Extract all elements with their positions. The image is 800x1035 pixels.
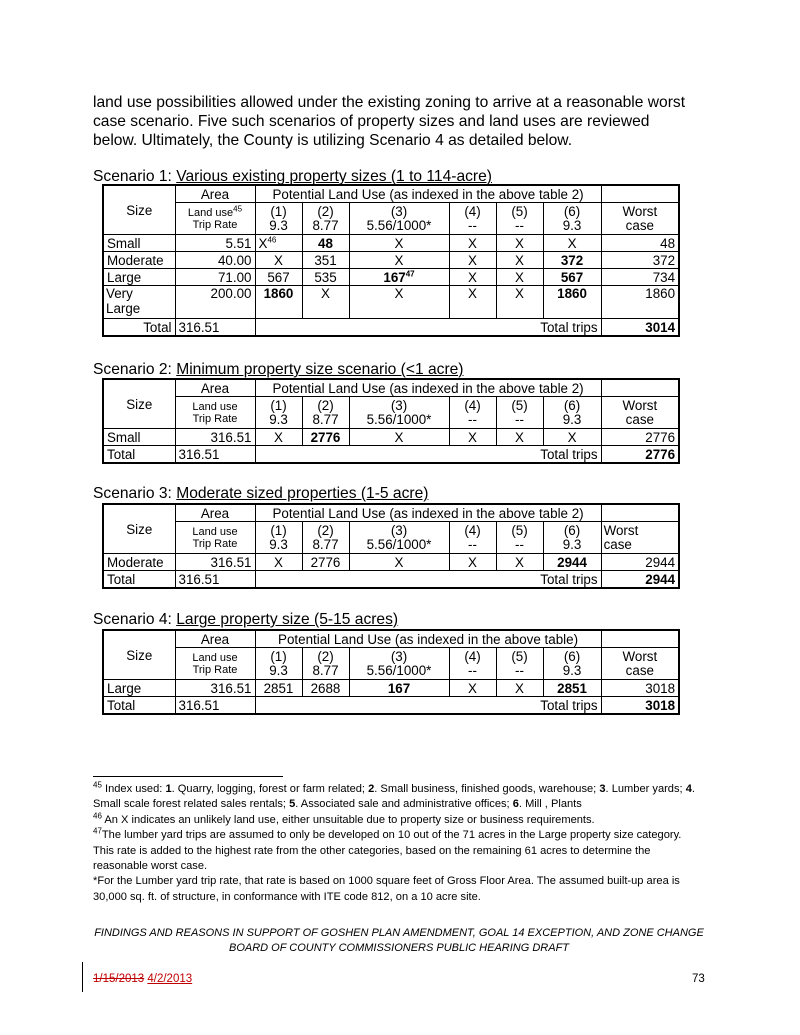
scenario-3-title: Scenario 3: Moderate sized properties (1-5 acre) — [93, 485, 429, 502]
table-cell: Small — [103, 429, 175, 446]
area-header: Area — [175, 185, 255, 203]
table-cell: 48 — [601, 235, 679, 252]
table-cell: Moderate — [103, 554, 175, 571]
col-4-header: (4) -- — [449, 203, 496, 235]
table-cell: 316.51 — [175, 554, 255, 571]
table-cell: (6) 9.3 — [543, 522, 601, 554]
table-cell: Total trips — [255, 319, 601, 337]
table-cell: Total — [103, 697, 175, 715]
scenario-1-title: Scenario 1: Various existing property sizes (1 to 114-acre) — [93, 168, 492, 185]
table-cell: Area — [175, 630, 255, 648]
col-1-header: (1) 9.3 — [255, 203, 302, 235]
table-cell: Land use Trip Rate — [175, 648, 255, 680]
col-3-header: (3) 5.56/1000* — [349, 203, 449, 235]
header-row — [103, 504, 679, 522]
table-cell: X — [496, 286, 543, 319]
table-cell: Worst case — [601, 648, 679, 680]
table-cell — [601, 379, 679, 397]
table-cell: 351 — [302, 252, 349, 269]
table-cell: Size — [103, 504, 175, 554]
footnote-45: $^{45}$ Index used: 1. Quarry, logging, forest or farm related; 2. Small business, finished goods, warehouse; 3. Lumber yards; 4. Small scale forest related sales rentals; 5. Associated sale and administrative offices; 6. Mill , Plants — [93, 780, 695, 811]
table-cell: Total trips — [255, 571, 601, 589]
intro-line: case scenario. Five such scenarios of property sizes and land uses are reviewed — [93, 113, 650, 130]
table-cell: 71.00 — [175, 269, 255, 286]
scenario-3-table — [102, 503, 680, 589]
table-cell: (5) -- — [496, 648, 543, 680]
table-cell: 2776 — [601, 446, 679, 464]
table-cell: (1) 9.3 — [255, 522, 302, 554]
table-cell: X — [496, 252, 543, 269]
empty-cell — [601, 185, 679, 203]
table-cell: Large — [103, 269, 175, 286]
table-cell: 2944 — [543, 554, 601, 571]
intro-paragraph — [93, 93, 713, 150]
scenario-4-table — [102, 629, 680, 715]
table-cell: X — [496, 680, 543, 697]
land-use-trip-rate-header: Land use$^{45}$ Trip Rate — [175, 203, 255, 235]
table-cell: 5.51 — [175, 235, 255, 252]
table-row — [103, 252, 679, 269]
table-cell — [601, 630, 679, 648]
table-cell: 734 — [601, 269, 679, 286]
total-row — [103, 571, 679, 589]
header-row — [103, 397, 679, 429]
table-cell: Small — [103, 235, 175, 252]
table-cell: $X^{46}$ — [255, 235, 302, 252]
table-cell: Potential Land Use (as indexed in the above table 2) — [255, 504, 601, 522]
table-cell: Land use Trip Rate — [175, 397, 255, 429]
total-row — [103, 319, 679, 337]
table-cell: (4) -- — [449, 397, 496, 429]
table-cell: (3) 5.56/1000* — [349, 648, 449, 680]
footnote-separator — [93, 776, 283, 777]
table-cell: Land use Trip Rate — [175, 522, 255, 554]
intro-line: below. Ultimately, the County is utilizing Scenario 4 as detailed below. — [93, 132, 573, 149]
table-cell: Large — [103, 680, 175, 697]
table-cell: 2851 — [543, 680, 601, 697]
table-cell: 316.51 — [175, 680, 255, 697]
header-row — [103, 522, 679, 554]
table-cell: X — [449, 235, 496, 252]
footnote-45-segment: Index used: — [101, 783, 166, 795]
table-cell: 2944 — [601, 571, 679, 589]
table-cell: Potential Land Use (as indexed in the above table 2) — [255, 379, 601, 397]
table-cell: Area — [175, 504, 255, 522]
table-cell: Size — [103, 630, 175, 680]
table-cell: 2851 — [255, 680, 302, 697]
table-cell: Size — [103, 379, 175, 429]
scenario-2-title: Scenario 2: Minimum property size scenario (<1 acre) — [93, 361, 464, 378]
table-row — [103, 680, 679, 697]
table-cell: (1) 9.3 — [255, 397, 302, 429]
table-cell: X — [449, 554, 496, 571]
table-cell: 1860 — [601, 286, 679, 319]
footnote-45-segment: . Associated sale and administrative offices; — [295, 798, 513, 811]
table-cell: Total trips — [255, 446, 601, 464]
table-cell: (3) 5.56/1000* — [349, 522, 449, 554]
table-cell: 372 — [543, 252, 601, 269]
table-cell: Very Large — [103, 286, 175, 319]
footnote-45-segment: . Lumber yards; — [605, 783, 686, 795]
table-cell: X — [349, 286, 449, 319]
header-row — [103, 185, 679, 203]
table-cell — [601, 504, 679, 522]
table-cell: X — [496, 429, 543, 446]
table-cell: Area — [175, 379, 255, 397]
table-cell: X — [496, 235, 543, 252]
table-row — [103, 269, 679, 286]
table-cell: (6) 9.3 — [543, 648, 601, 680]
revision-bar — [82, 962, 83, 992]
table-cell: Moderate — [103, 252, 175, 269]
footnote-45-segment: . Small business, finished goods, warehouse; — [374, 783, 600, 795]
table-cell: 167 — [349, 680, 449, 697]
table-cell: Worst case — [601, 397, 679, 429]
potential-land-use-header: Potential Land Use (as indexed in the above table 2) — [255, 185, 601, 203]
total-row — [103, 446, 679, 464]
table-cell: (3) 5.56/1000* — [349, 397, 449, 429]
table-cell: 372 — [601, 252, 679, 269]
table-cell: (4) -- — [449, 522, 496, 554]
table-row — [103, 235, 679, 252]
table-cell: (1) 9.3 — [255, 648, 302, 680]
table-cell: X — [496, 269, 543, 286]
header-row — [103, 203, 679, 235]
header-row — [103, 648, 679, 680]
table-cell: 316.51 — [175, 697, 255, 715]
table-cell: 40.00 — [175, 252, 255, 269]
table-cell: 2776 — [601, 429, 679, 446]
footnote-45-segment: . Quarry, logging, forest or farm related; — [171, 783, 369, 795]
table-cell: 3014 — [601, 319, 679, 337]
footnotes — [93, 782, 705, 905]
footer-line: FINDINGS AND REASONS IN SUPPORT OF GOSHEN PLAN AMENDMENT, GOAL 14 EXCEPTION, AND ZONE CHANGE — [94, 927, 704, 939]
header-row — [103, 379, 679, 397]
table-cell: X — [255, 252, 302, 269]
table-cell: 3018 — [601, 680, 679, 697]
col-2-header: (2) 8.77 — [302, 203, 349, 235]
table-cell: (5) -- — [496, 397, 543, 429]
table-cell: 1860 — [255, 286, 302, 319]
table-row — [103, 429, 679, 446]
header-row — [103, 630, 679, 648]
table-cell: Total trips — [255, 697, 601, 715]
table-row — [103, 286, 679, 319]
table-cell: X — [449, 252, 496, 269]
table-cell: 1860 — [543, 286, 601, 319]
table-cell: 316.51 — [175, 571, 255, 589]
table-cell: (4) -- — [449, 648, 496, 680]
table-cell: X — [302, 286, 349, 319]
table-cell: 3018 — [601, 697, 679, 715]
table-cell: 2776 — [302, 429, 349, 446]
footnote-45-segment: . Mill , Plants — [518, 798, 582, 811]
table-cell: Total — [103, 446, 175, 464]
table-cell: X — [543, 429, 601, 446]
table-cell: 316.51 — [175, 319, 255, 337]
page-number: 73 — [692, 973, 705, 985]
table-cell: 316.51 — [175, 429, 255, 446]
table-cell: $167^{47}$ — [349, 269, 449, 286]
table-cell: Total — [103, 571, 175, 589]
footnote-45-segment: . Small scale forest related sales rentals; — [93, 783, 695, 811]
table-cell: 535 — [302, 269, 349, 286]
table-cell: X — [349, 252, 449, 269]
table-cell: 567 — [255, 269, 302, 286]
table-cell: 2944 — [601, 554, 679, 571]
footnote-45-segment: 1 — [165, 783, 172, 795]
table-cell: (6) 9.3 — [543, 397, 601, 429]
table-cell: 316.51 — [175, 446, 255, 464]
table-cell: 567 — [543, 269, 601, 286]
table-cell: X — [349, 554, 449, 571]
table-cell: X — [449, 680, 496, 697]
total-row — [103, 697, 679, 715]
col-6-header: (6) 9.3 — [543, 203, 601, 235]
size-header: Size — [103, 185, 175, 235]
table-cell: 200.00 — [175, 286, 255, 319]
table-cell: Worst case — [601, 522, 679, 554]
table-cell: 2688 — [302, 680, 349, 697]
scenario-4-title: Scenario 4: Large property size (5-15 acres) — [93, 611, 399, 628]
intro-line: land use possibilities allowed under the existing zoning to arrive at a reasonable worst — [93, 94, 686, 111]
document-footer — [93, 926, 705, 956]
scenario-1-table — [102, 184, 680, 337]
table-cell: (5) -- — [496, 522, 543, 554]
footnote-45-segment: 5 — [289, 798, 296, 811]
footnote-47: $^{47}$The lumber yard trips are assumed to only be developed on 10 out of the 71 acres in the Large property size category. This rate is added to the highest rate from the other categories, based on the remaining 61 acres to determine the reasonable worst case. — [93, 826, 682, 873]
table-cell: X — [255, 429, 302, 446]
table-cell: 48 — [302, 235, 349, 252]
footnote-45-segment: 3 — [599, 783, 606, 795]
table-cell: X — [349, 429, 449, 446]
footnote-46: $^{46}$ An X indicates an unlikely land use, either unsuitable due to property size or business requirements. — [93, 811, 595, 826]
col-5-header: (5) -- — [496, 203, 543, 235]
table-row — [103, 554, 679, 571]
table-cell: Total — [103, 319, 175, 337]
footer-line: BOARD OF COUNTY COMMISSIONERS PUBLIC HEARING DRAFT — [228, 942, 570, 954]
table-cell: X — [449, 286, 496, 319]
table-cell: X — [255, 554, 302, 571]
table-cell: X — [449, 269, 496, 286]
table-cell: X — [349, 235, 449, 252]
table-cell: (2) 8.77 — [302, 397, 349, 429]
footnote-45-segment: 4 — [685, 783, 692, 795]
revision-date: 1/15/2013 4/2/2013 — [93, 973, 193, 985]
scenario-2-table — [102, 378, 680, 464]
table-cell: (2) 8.77 — [302, 648, 349, 680]
footnote-45-segment: 6 — [512, 798, 519, 811]
table-cell: 2776 — [302, 554, 349, 571]
table-cell: X — [449, 429, 496, 446]
footnote-45-segment: 2 — [368, 783, 375, 795]
worst-case-header: Worst case — [601, 203, 679, 235]
table-cell: Potential Land Use (as indexed in the above table) — [255, 630, 601, 648]
table-cell: X — [496, 554, 543, 571]
table-cell: (2) 8.77 — [302, 522, 349, 554]
table-cell: X — [543, 235, 601, 252]
footnote-star: *For the Lumber yard trip rate, that rate is based on 1000 square feet of Gross Floor Area. The assumed built-up area is 30,000 sq. ft. of structure, in conformance with ITE code 812, on a 10 acre site. — [93, 875, 680, 903]
